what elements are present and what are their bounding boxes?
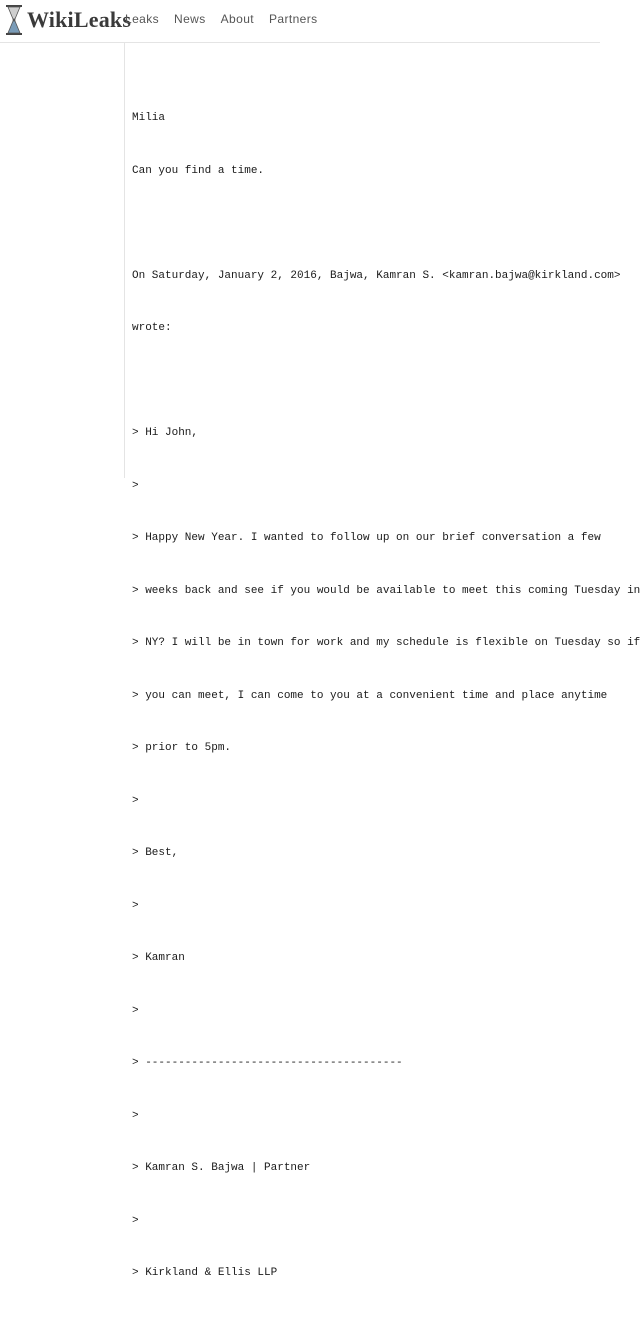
email-body (132, 75, 640, 1318)
email-line: > Best, (132, 847, 179, 859)
email-line (132, 215, 640, 233)
email-line: > NY? I will be in town for work and my schedule is flexible on Tuesday so if (132, 637, 640, 649)
nav-news[interactable]: News (174, 12, 206, 26)
nav-about[interactable]: About (220, 12, 254, 26)
email-line: Can you find a time. (132, 164, 265, 177)
nav-leaks[interactable]: Leaks (125, 12, 160, 26)
email-line: > Kirkland & Ellis LLP (132, 1267, 278, 1279)
email-line: > --------------------------------------- (132, 1057, 403, 1069)
site-logo-text: WikiLeaks (27, 7, 132, 32)
email-line: > Kamran S. Bajwa | Partner (132, 1162, 311, 1174)
email-line: On Saturday, January 2, 2016, Bajwa, Kamran S. <kamran.bajwa@kirkland.com> (132, 269, 621, 282)
site-header (0, 0, 600, 43)
email-line: > (132, 1109, 139, 1122)
email-line: > prior to 5pm. (132, 742, 232, 754)
email-content-panel (124, 43, 640, 1279)
site-logo[interactable] (4, 4, 131, 36)
email-line: > Hi John, (132, 427, 199, 439)
email-line: > weeks back and see if you would be available to meet this coming Tuesday in (132, 584, 640, 597)
email-line: > (132, 794, 139, 807)
email-line: > (132, 479, 139, 492)
email-line: wrote: (132, 322, 172, 334)
email-line: > you can meet, I can come to you at a convenient time and place anytime (132, 689, 608, 702)
email-line: > (132, 1214, 139, 1227)
main-nav (125, 12, 318, 26)
email-line: > Kamran (132, 952, 185, 964)
email-line: > (132, 1004, 139, 1017)
email-line: > (132, 899, 139, 912)
nav-partners[interactable]: Partners (269, 12, 318, 26)
email-line (132, 373, 640, 391)
email-line: Milia (132, 112, 166, 124)
email-line: > Happy New Year. I wanted to follow up on our brief conversation a few (132, 532, 601, 544)
hourglass-globe-icon (4, 4, 24, 36)
